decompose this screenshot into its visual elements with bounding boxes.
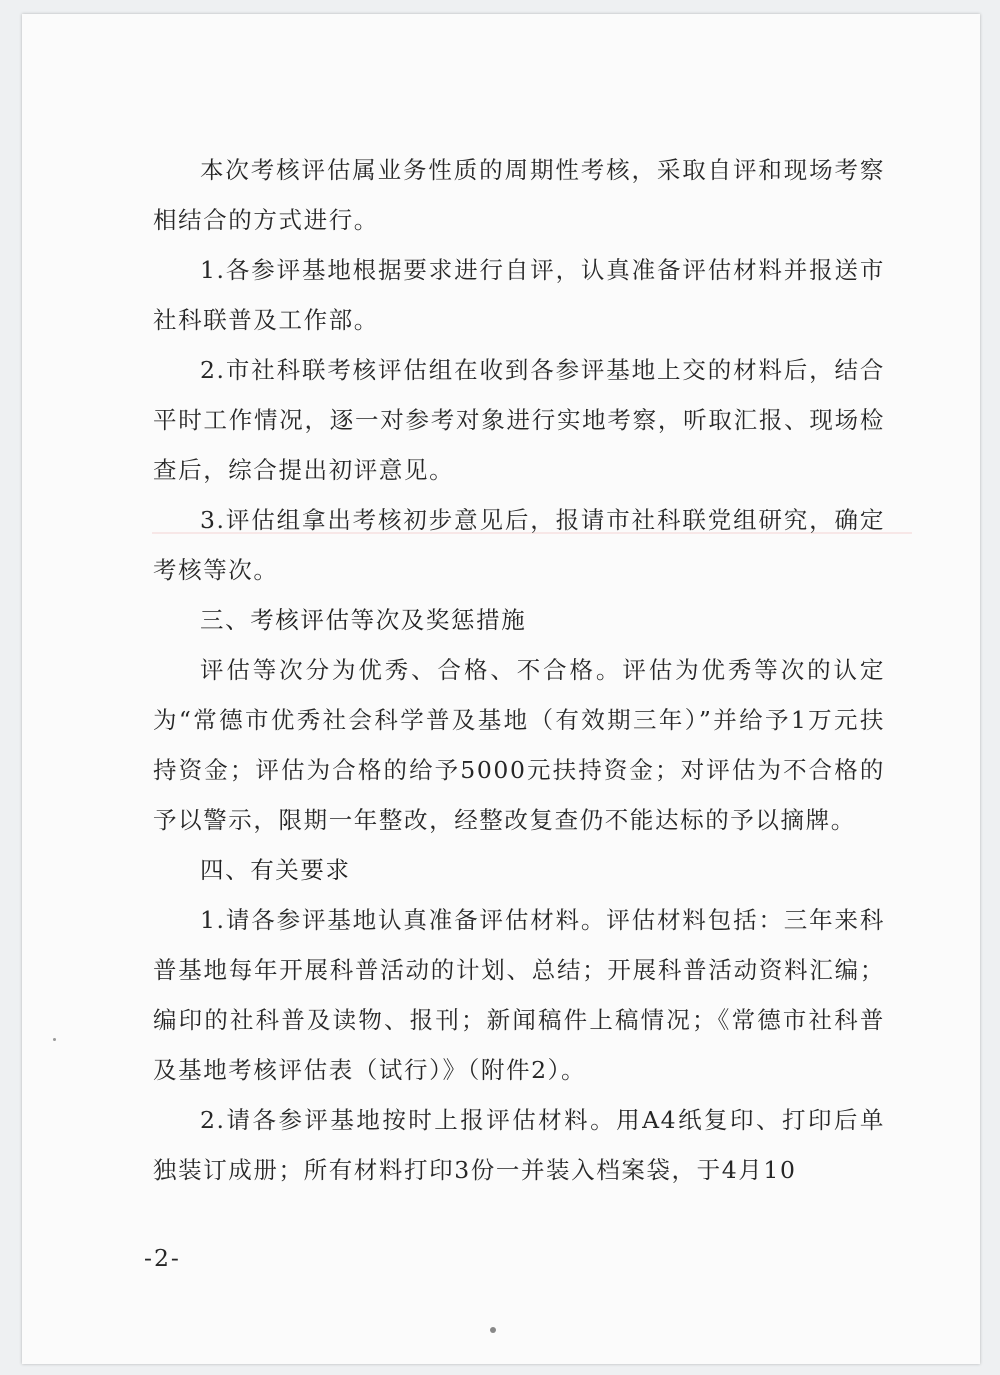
document-body — [153, 145, 885, 1195]
document-page — [22, 14, 980, 1364]
paragraph-step-3: 3.评估组拿出考核初步意见后，报请市社科联党组研究，确定考核等次。 — [153, 506, 885, 584]
paragraph-step-1: 1.各参评基地根据要求进行自评，认真准备评估材料并报送市社科联普及工作部。 — [153, 256, 885, 334]
paragraph-req-2: 2.请各参评基地按时上报评估材料。用A4纸复印、打印后单独装订成册；所有材料打印3份一并装入档案袋，于4月10 — [153, 1106, 885, 1184]
scan-speck — [53, 1038, 56, 1041]
page-number: -2- — [144, 1244, 181, 1272]
section-heading-3: 三、考核评估等次及奖惩措施 — [200, 606, 527, 634]
paragraph-step-2: 2.市社科联考核评估组在收到各参评基地上交的材料后，结合平时工作情况，逐一对参考对象进行实地考察，听取汇报、现场检查后，综合提出初评意见。 — [153, 356, 885, 484]
paragraph-intro: 本次考核评估属业务性质的周期性考核，采取自评和现场考察相结合的方式进行。 — [153, 156, 885, 234]
paragraph-grades: 评估等次分为优秀、合格、不合格。评估为优秀等次的认定为“常德市优秀社会科学普及基地（有效期三年）”并给予1万元扶持资金；评估为合格的给予5000元扶持资金；对评估为不合格的予以警示，限期一年整改，经整改复查仍不能达标的予以摘牌。 — [153, 656, 885, 834]
scan-speck — [490, 1327, 496, 1333]
section-heading-4: 四、有关要求 — [200, 856, 351, 884]
paragraph-req-1: 1.请各参评基地认真准备评估材料。评估材料包括：三年来科普基地每年开展科普活动的计划、总结；开展科普活动资料汇编；编印的社科普及读物、报刊；新闻稿件上稿情况；《常德市社科普及基地考核评估表（试行）》（附件2）。 — [153, 906, 885, 1084]
